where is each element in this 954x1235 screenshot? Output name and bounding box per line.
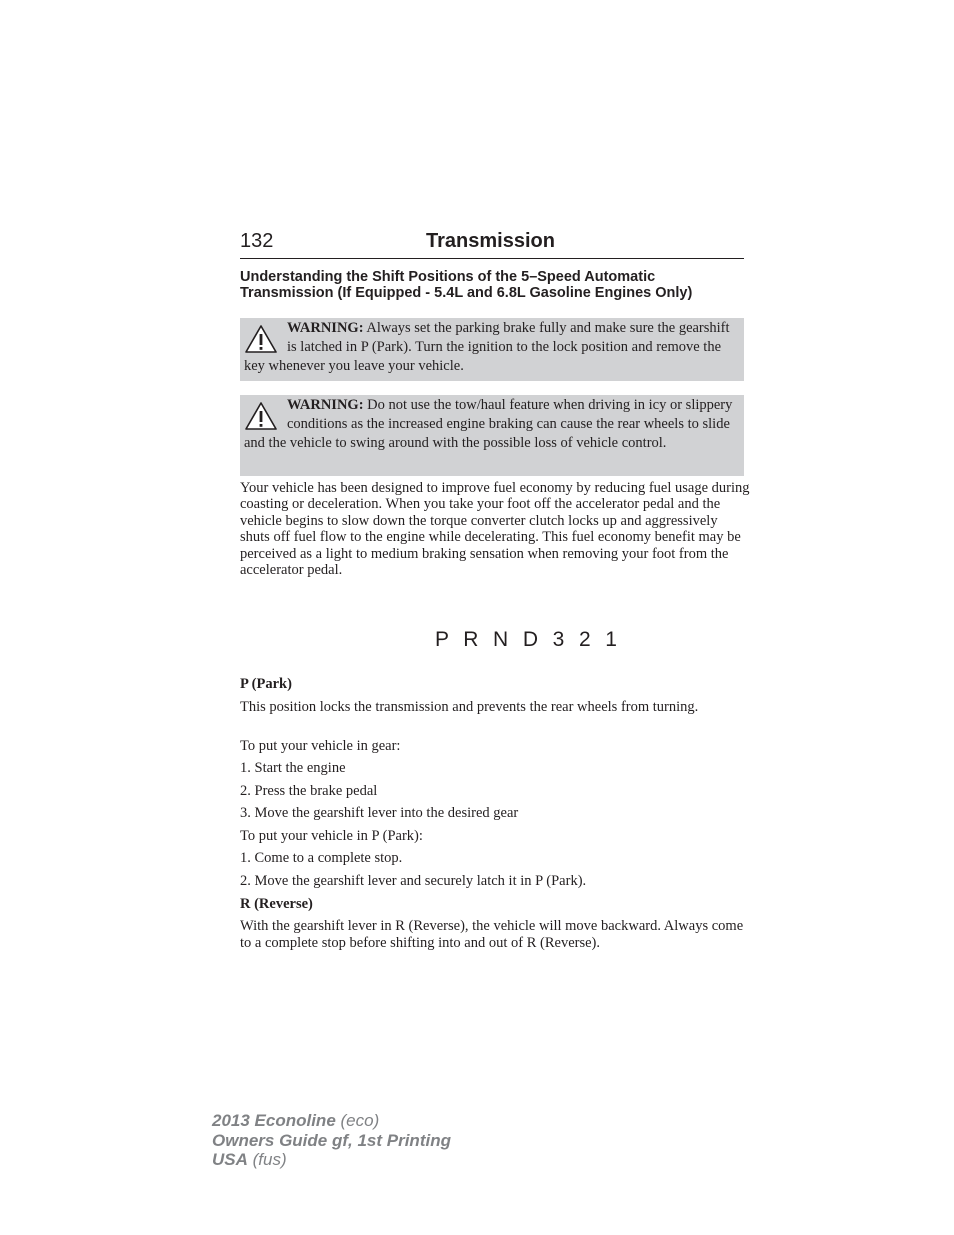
warning-triangle-icon (244, 324, 278, 354)
in-park-step: 1. Come to a complete stop. (240, 850, 403, 866)
page-footer (212, 1111, 451, 1170)
warning-text: Do not use the tow/haul feature when driving in icy or slippery conditions as the increased engine braking can cause the rear wheels to slide and the vehicle to swing around with the possible loss of vehicle control. (244, 397, 733, 451)
in-gear-step: 3. Move the gearshift lever into the desired gear (240, 805, 519, 821)
footer-model-line (212, 1111, 451, 1131)
intro-paragraph: Your vehicle has been designed to improve fuel economy by reducing fuel usage during coasting or deceleration. When you take your foot off the accelerator pedal and the vehicle begins to slow down the torque converter clutch locks up and aggressively shuts off fuel flow to the engine while decelerating. This fuel economy benefit may be perceived as a light to medium braking sensation when removing your foot from the accelerator pedal. (240, 480, 750, 579)
warning-box-parking (240, 318, 744, 381)
footer-model-code: (eco) (340, 1111, 380, 1130)
warning-triangle-icon (244, 401, 278, 431)
chapter-title: Transmission (426, 230, 555, 252)
reverse-description: With the gearshift lever in R (Reverse), the vehicle will move backward. Always come to a complete stop before shifting into and out of R (Reverse). (240, 918, 744, 951)
footer-guide: Owners Guide gf, 1st Printing (212, 1130, 451, 1150)
section-title-line-2: Transmission (If Equipped - 5.4L and 6.8L Gasoline Engines Only) (240, 285, 693, 301)
in-gear-step: 2. Press the brake pedal (240, 783, 378, 799)
footer-model: 2013 Econoline (212, 1111, 336, 1130)
in-park-step: 2. Move the gearshift lever and securely latch it in P (Park). (240, 873, 587, 889)
footer-market: USA (212, 1150, 248, 1169)
reverse-heading: R (Reverse) (240, 896, 313, 912)
warning-label: WARNING: (287, 397, 364, 413)
page-number: 132 (240, 230, 274, 252)
in-gear-step: 1. Start the engine (240, 760, 346, 776)
footer-market-line (212, 1150, 451, 1170)
warning-label: WARNING: (287, 320, 364, 336)
gear-indicator: P R N D 3 2 1 (435, 628, 622, 651)
in-park-intro: To put your vehicle in P (Park): (240, 828, 423, 844)
footer-guide-line (212, 1131, 451, 1151)
warning-text: Always set the parking brake fully and make sure the gearshift is latched in P (Park). Turn the ignition to the lock position and remove the key whenever you leave your vehicle. (244, 320, 730, 374)
warning-box-tow-haul (240, 395, 744, 476)
page-header (240, 229, 744, 259)
in-gear-intro: To put your vehicle in gear: (240, 738, 401, 754)
section-title (240, 269, 750, 301)
park-heading: P (Park) (240, 676, 292, 692)
footer-market-code: (fus) (252, 1150, 287, 1169)
section-title-line-1: Understanding the Shift Positions of the 5–Speed Automatic (240, 269, 656, 285)
park-description: This position locks the transmission and prevents the rear wheels from turning. (240, 699, 699, 715)
